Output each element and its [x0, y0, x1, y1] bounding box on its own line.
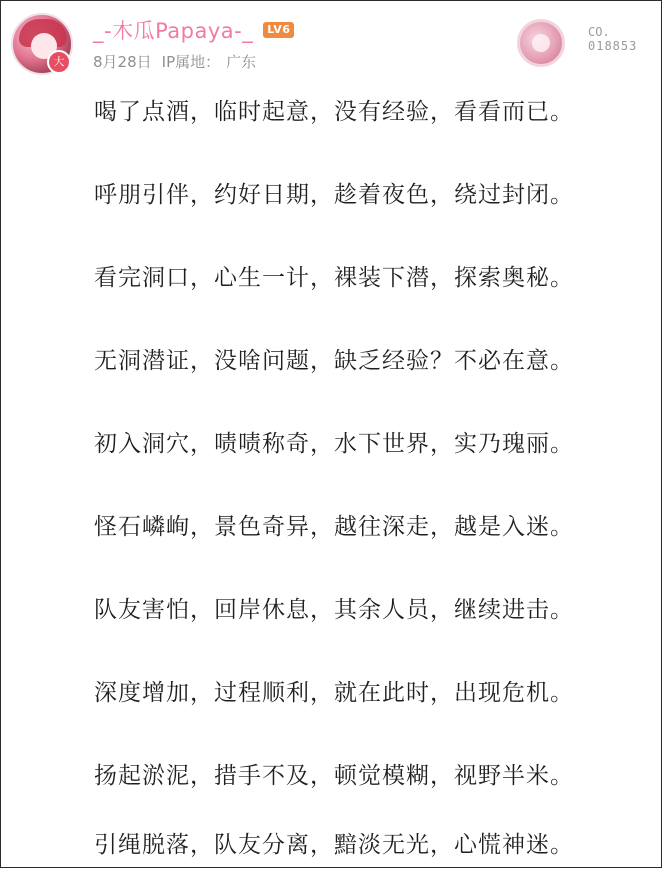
post-header [1, 1, 661, 87]
co-label: CO. [588, 25, 610, 39]
poem-line: 引绳脱落，队友分离，黯淡无光，心慌神迷。 [94, 832, 574, 858]
poem-line: 初入洞穴，啧啧称奇，水下世界，实乃瑰丽。 [94, 431, 574, 457]
poem-line: 喝了点酒，临时起意，没有经验，看看而已。 [94, 99, 574, 125]
post-date: 8月28日 [93, 53, 152, 71]
co-number: 018853 [588, 39, 638, 53]
ip-label: IP属地： [161, 53, 221, 71]
collection-number [588, 25, 637, 53]
poem-line: 无洞潜证，没啥问题，缺乏经验？不必在意。 [94, 348, 574, 374]
avatar-badge: 大 [47, 50, 71, 74]
post-meta [93, 51, 256, 72]
poem-line: 看完洞口，心生一计，裸装下潜，探索奥秘。 [94, 265, 574, 291]
poem-line: 队友害怕，回岸休息，其余人员，继续进击。 [94, 597, 574, 623]
poem-line: 扬起淤泥，措手不及，顿觉模糊，视野半米。 [94, 763, 574, 789]
poem-line: 呼朋引伴，约好日期，趁着夜色，绕过封闭。 [94, 182, 574, 208]
level-badge: LV6 [263, 22, 294, 38]
username-row [93, 16, 294, 44]
ip-location: 广东 [226, 53, 257, 71]
username[interactable]: _-木瓜Papaya-_ [93, 19, 254, 43]
poem-line: 深度增加，过程顺利，就在此时，出现危机。 [94, 680, 574, 706]
decoration-avatar [517, 19, 565, 67]
poem-line: 怪石嶙峋，景色奇异，越往深走，越是入迷。 [94, 514, 574, 540]
